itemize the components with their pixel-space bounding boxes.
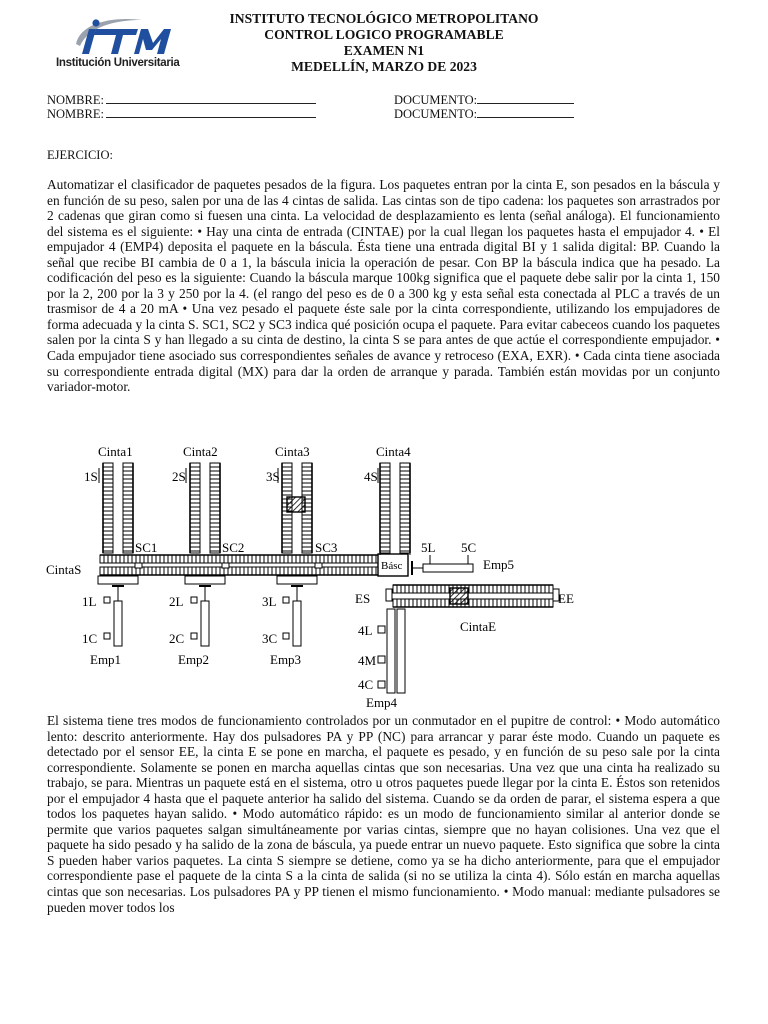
sensor-sc2-mark	[222, 563, 229, 568]
field-row	[47, 92, 727, 106]
sensor-sc2-label: SC2	[222, 540, 245, 555]
course-name: CONTROL LOGICO PROGRAMABLE	[264, 27, 504, 42]
sensor-es-label: ES	[355, 591, 371, 606]
emp4-cylinder	[387, 609, 395, 693]
emp1-pusher-plate	[98, 576, 138, 584]
package-cinta3	[287, 497, 305, 512]
sensor-sc1-label: SC1	[135, 540, 158, 555]
sensor-4m-mark	[378, 656, 385, 663]
sensor-1l-label: 1L	[82, 594, 97, 609]
exercise-paragraph-1: Automatizar el clasificador de paquetes pesados de la figura. Los paquetes entran por la cinta E, son pesados en la báscula y en función de su peso, salen por una de las 4 cintas de salida. Las cintas son de tipo cadena: los paquetes son arrastrados por 2 cadenas que giran como si fuesen una cinta. La velocidad de desplazamiento es lenta (señal análoga). El funcionamiento del sistema es el siguiente: • Hay una cinta de entrada (CINTAE) por la cual llegan los paquetes hasta el empujador 4. • El empujador 4 (EMP4) deposita el paquete en la báscula. Ésta tiene una entrada digital BI y 1 salida digital: BP. Cuando la señal que recibe BI cambia de 0 a 1, la báscula inicia la operación de pesar. Con BP la báscula indica que ha pesado. La codificación del peso es la siguiente: Cuando la báscula marque 100kg significa que el paquete debe salir por la cinta 1, 150 por la 2, 200 por la 3 y 250 por la 4. (el rango del peso es de 0 a 300 kg y esta señal esta conectada al PLC a través de un trasmisor de 4 a 20 mA • Una vez pesado el paquete éste sale por la cinta correspondiente, utilizando los empujadores de forma adecuada y la cinta S. SC1, SC2 y SC3 indica qué posición ocupa el paquete. Para evitar cabeceos cuando los paquetes salen por la cinta S y han llegado a su cinta de destino, la cinta S se para antes de que actúe el correspondiente empujador. • Cada empujador tiene asociado sus correspondientes señales de avance y retroceso (EXA, EXR). • Cada cinta tiene asociada su correspondiente entrada digital (MX) para dar la orden de arranque y parada. También están movidas por un conjunto variador-motor.	[47, 177, 720, 395]
header-titles	[150, 11, 618, 75]
exam-name: EXAMEN N1	[343, 43, 425, 58]
sensor-3l-label: 3L	[262, 594, 277, 609]
emp1-sensor-c-mark	[104, 633, 110, 639]
cintae-label: CintaE	[460, 619, 497, 634]
emp2-sensor-l-mark	[191, 597, 197, 603]
cinta3-label: Cinta3	[275, 444, 310, 459]
emp3-cylinder	[293, 601, 301, 646]
exercise-paragraph-2: El sistema tiene tres modos de funcionamiento controlados por un conmutador en el pupitre de control: • Modo automático lento: descrito anteriormente. Hay dos pulsadores PA y PP (NC) para arrancar y parar éste modo. Cuando un paquete es detectado por el sensor EE, la cinta E se pone en marcha, el paquete es pesado, y en función de su peso sale por la cinta correspondiente. Solamente se ponen en marcha aquellas cintas que son necesarias. Una vez que una cinta ha realizado su trabajo, se para. Mientras un paquete está en el sistema, otro u otros paquetes puede llegar por la cinta E. Éstos son retenidos por el empujador 4 hasta que el paquete anterior ha salido del sistema. Cuando se da orden de parar, el sistema espera a que todos los paquetes hayan salido. • Modo automático rápido: es un modo de funcionamiento similar al anterior donde se permite que varios paquetes salgan simultáneamente por varias cintas, siempre que no hayan colisiones. Una vez que el paquete ha sido pesado y ha salido de la zona de báscula, ya puede entrar un nuevo paquete. Esto significa que sobre la cinta S pueden haber varios paquetes. La cinta S siempre se detiene, como ya se ha dicho anteriormente, para que el empujador correspondiente pase el paquete de la cinta S a la cinta de salida (si no se utiliza la cinta 4). Sólo están en marcha aquellas cintas que son necesarias. Los pulsadores PA y PP tienen el mismo funcionamiento. • Modo manual: mediante pulsadores se pueden mover todos los	[47, 713, 720, 915]
name-field[interactable]	[106, 106, 316, 118]
sensor-sc3-label: SC3	[315, 540, 338, 555]
emp2-label: Emp2	[178, 652, 210, 667]
sensor-2c-label: 2C	[169, 631, 185, 646]
emp3-sensor-l-mark	[283, 597, 289, 603]
emp3-sensor-c-mark	[283, 633, 289, 639]
name-label: NOMBRE:	[47, 93, 104, 107]
emp1-sensor-l-mark	[104, 597, 110, 603]
student-fields	[47, 92, 727, 120]
document-label: DOCUMENTO:	[394, 107, 478, 121]
bascula-label: Básc	[381, 560, 403, 572]
emp2-cylinder	[201, 601, 209, 646]
sensor-5c-label: 5C	[461, 540, 477, 555]
name-label: NOMBRE:	[47, 107, 104, 121]
sensor-2s-label: 2S	[172, 469, 186, 484]
logo-subtitle: Institución Universitaria	[56, 57, 180, 69]
sensor-3s-label: 3S	[266, 469, 280, 484]
place-date: MEDELLÍN, MARZO DE 2023	[291, 59, 477, 74]
emp1-label: Emp1	[90, 652, 122, 667]
cinta2-label: Cinta2	[183, 444, 218, 459]
emp1-cylinder	[114, 601, 122, 646]
emp2-sensor-c-mark	[191, 633, 197, 639]
sensor-es-mark	[386, 589, 392, 601]
emp3-pusher-plate	[277, 576, 317, 584]
package-cintae	[450, 588, 468, 604]
document-header	[0, 10, 768, 80]
sensor-2l-label: 2L	[169, 594, 184, 609]
cintas-label: CintaS	[46, 562, 82, 577]
document-label: DOCUMENTO:	[394, 93, 478, 107]
cinta4-label: Cinta4	[376, 444, 411, 459]
sensor-1s-label: 1S	[84, 469, 98, 484]
sensor-5l-label: 5L	[421, 540, 436, 555]
sensor-4c-mark	[378, 681, 385, 688]
institution-name: INSTITUTO TECNOLÓGICO METROPOLITANO	[229, 11, 539, 26]
sensor-sc3-mark	[315, 563, 322, 568]
sensor-4c-label: 4C	[358, 677, 374, 692]
emp5-label: Emp5	[483, 557, 515, 572]
sensor-4s-label: 4S	[364, 469, 378, 484]
sensor-ee-label: EE	[558, 591, 574, 606]
emp4-cylinder-guide	[397, 609, 405, 693]
document-field[interactable]	[477, 92, 574, 104]
sorter-diagram	[40, 441, 590, 711]
emp4-label: Emp4	[366, 695, 398, 710]
sensor-1c-label: 1C	[82, 631, 98, 646]
emp5-cylinder	[423, 564, 473, 572]
sensor-3c-label: 3C	[262, 631, 278, 646]
name-field[interactable]	[106, 92, 316, 104]
sensor-sc1-mark	[135, 563, 142, 568]
emp2-pusher-plate	[185, 576, 225, 584]
sensor-4m-label: 4M	[358, 653, 377, 668]
emp3-label: Emp3	[270, 652, 302, 667]
sensor-4l-mark	[378, 626, 385, 633]
field-row	[47, 106, 727, 120]
cinta1-label: Cinta1	[98, 444, 133, 459]
section-label: EJERCICIO:	[47, 148, 113, 162]
document-field[interactable]	[477, 106, 574, 118]
sensor-4l-label: 4L	[358, 623, 373, 638]
